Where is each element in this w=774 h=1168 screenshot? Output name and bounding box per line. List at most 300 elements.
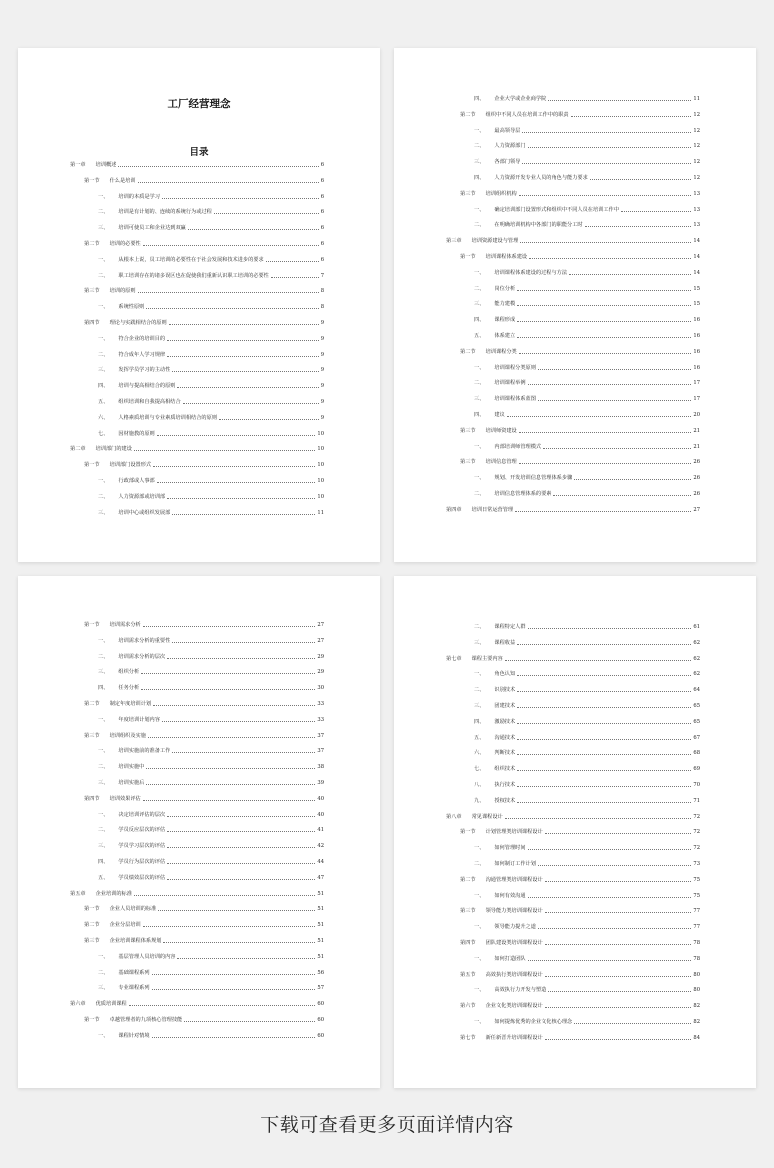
toc-entry-title: 专业课程系列 [118,985,150,992]
dot-leader [157,435,316,436]
toc-entry-page: 61 [693,624,700,630]
dot-leader [134,895,315,896]
toc-entry-number: 第一节 [84,462,100,469]
toc-entry [84,1013,324,1023]
toc-entry-title: 培训课程分类 [485,348,517,355]
toc-entry-page: 65 [693,718,700,725]
toc-entry [446,234,700,244]
toc-entry-title: 培训课程举例 [494,380,526,387]
toc-entry-number: 三、 [98,843,109,850]
dot-leader [517,739,691,740]
toc-entry [98,776,324,786]
toc-entry [98,665,324,675]
toc-entry [474,282,700,292]
dot-leader [519,463,692,464]
dot-leader [507,416,692,417]
toc-entry-number: 四、 [98,859,109,865]
toc-entry-title: 企业大学或企业商学院 [494,96,547,102]
toc-entry [98,839,324,849]
toc-entry-page: 82 [693,1003,700,1010]
toc-entry-number: 第七节 [460,1034,476,1041]
toc-entry-number: 第六章 [70,1001,86,1008]
toc-entry-title: 企业培训课程体系规划 [109,938,162,944]
toc-entry-number: 第六节 [460,1003,476,1010]
toc-entry [474,778,700,788]
toc-entry-title: 高效执行类培训课程设计 [485,971,543,978]
toc-entry-number: 一、 [474,269,485,276]
document-page-3 [18,576,380,1088]
toc-entry [460,1031,700,1041]
toc-entry-title: 识别技术 [494,687,516,694]
toc-entry [474,920,700,930]
toc-entry-number: 五、 [474,333,485,339]
dot-leader [146,784,315,785]
toc-entry-title: 课程收益 [494,639,516,646]
dot-leader [141,689,315,690]
toc-entry [446,810,700,820]
toc-entry-title: 课程针对情境 [118,1032,150,1039]
toc-entry-number: 第四节 [460,940,476,946]
dot-leader [571,116,692,117]
toc-entry [460,455,700,465]
dot-leader [163,942,315,943]
toc-entry-number: 一、 [474,475,485,482]
toc-entry-page: 39 [317,780,324,786]
toc-entry-title: 培训可使员工和企业达到双赢 [118,225,186,232]
toc-entry-number: 三、 [474,703,485,709]
toc-entry-title: 执行技术 [494,782,516,788]
toc-entry [98,823,324,833]
toc-entry-title: 符合成年人学习规律 [118,351,166,358]
toc-entry-number: 三、 [98,669,109,676]
toc-entry-page: 16 [693,317,700,324]
toc-entry-page: 37 [317,748,324,755]
dot-leader [134,450,315,451]
toc-entry-title: 培训日常运营管理 [471,506,514,513]
toc-entry [98,348,324,358]
toc-entry [84,918,324,928]
toc-entry-page: 6 [320,225,324,232]
toc-entry-page: 13 [693,206,700,213]
toc-entry [98,681,324,691]
toc-entry-page: 14 [693,238,700,245]
toc-entry-title: 如何打造团队 [494,955,526,962]
dot-leader [214,213,319,214]
toc-entry [474,155,700,165]
toc-entry-title: 最高领导层 [494,127,521,134]
dot-leader [152,1037,316,1038]
toc-entry-number: 一、 [474,443,485,450]
toc-entry [98,855,324,865]
toc-entry-title: 沟通技术 [494,734,516,741]
toc-entry-title: 组织培训和自我提高相结合 [118,399,181,405]
dot-leader [528,897,692,898]
toc-entry-page: 60 [317,1001,324,1008]
document-page-1 [18,48,380,562]
toc-entry [98,490,324,500]
toc-entry-number: 第三节 [460,190,476,197]
toc-entry-title: 培训课程体系建设 [485,254,528,260]
toc-entry-title: 决定培训评估的层次 [118,811,166,818]
dot-leader [538,400,691,401]
toc-entry-number: 一、 [98,193,109,200]
toc-entry [98,1029,324,1039]
toc-entry-title: 规划、开发培训信息管理体系步骤 [494,475,573,482]
toc-entry [474,440,700,450]
toc-entry-title: 培训组织及实施 [109,732,146,739]
toc-entry-number: 第二节 [460,111,476,118]
toc-entry-page: 75 [693,876,700,883]
toc-entry-page: 12 [693,127,700,134]
toc-entry-page: 51 [317,938,324,944]
toc-entry-page: 9 [320,414,324,421]
toc-entry-title: 符合企业的培训目的 [118,335,166,342]
toc-entry [474,92,700,102]
dot-leader [528,960,692,961]
toc-entry-page: 77 [693,908,700,915]
toc-entry [474,889,700,899]
toc-entry-title: 培训信息管理体系的要素 [494,491,552,497]
toc-entry [474,857,700,867]
toc-entry [84,934,324,944]
dot-leader [528,384,692,385]
dot-leader [505,660,692,661]
toc-entry-number: 第二章 [70,446,86,453]
dot-leader [167,879,315,880]
toc-entry-title: 内部培训师管理模式 [494,443,542,450]
dot-leader [167,831,315,832]
toc-entry-title: 组织分析 [118,669,140,676]
toc-entry-page: 6 [320,162,324,168]
toc-entry-title: 计划管理类培训课程设计 [485,829,543,836]
dot-leader [517,691,691,692]
toc-entry-title: 在明确培训机构中各部门的职能分工时 [494,222,583,229]
toc-entry-title: 体系建立 [494,333,516,339]
toc-entry [474,715,700,725]
toc-entry-page: 80 [693,971,700,978]
toc-entry-title: 确定培训部门设置形式和组织中不同人员在培训工作中 [494,206,619,213]
document-title: 工厂经营理念 [167,98,231,110]
toc-entry-page: 57 [317,985,324,992]
toc-entry [70,442,324,452]
toc-entry [98,395,324,405]
toc-entry-page: 26 [693,491,700,497]
dot-leader [169,324,319,325]
toc-entry-page: 16 [693,348,700,355]
toc-entry [460,999,700,1009]
toc-entry-page: 12 [693,175,700,181]
toc-entry-title: 培训实施前的准备工作 [118,748,171,755]
toc-entry-title: 如何管理时间 [494,845,526,852]
toc-entry-number: 一、 [474,892,485,899]
toc-entry-title: 年度培训计划内容 [118,716,160,723]
document-page-4 [394,576,756,1088]
toc-entry [474,203,700,213]
toc-entry [84,458,324,468]
toc-entry [474,297,700,307]
dot-leader [148,737,315,738]
toc-entry [474,794,700,804]
toc-entry [460,904,700,914]
toc-entry-page: 8 [320,288,324,295]
toc-entry-title: 学员行为层次的评估 [118,859,166,865]
toc-entry-number: 第二节 [84,922,100,929]
toc-entry-title: 什么是培训 [109,177,136,184]
toc-entry-title: 系统性原则 [118,304,145,311]
toc-entry-page: 30 [317,685,324,692]
toc-entry-page: 72 [693,813,700,820]
dot-leader [621,211,691,212]
toc-entry-page: 38 [317,764,324,771]
toc-entry-page: 16 [693,333,700,339]
dot-leader [548,991,691,992]
dot-leader [545,944,692,945]
toc-entry-number: 第三节 [460,908,476,915]
toc-entry-title: 领导能力类培训课程设计 [485,908,543,915]
toc-entry-number: 第一节 [84,906,100,913]
dot-leader [162,721,315,722]
toc-entry-page: 27 [317,622,324,628]
toc-entry-number: 三、 [98,367,109,374]
toc-entry-page: 29 [317,669,324,676]
toc-entry-page: 40 [317,811,324,818]
toc-entry-title: 培训需求分析 [109,622,141,628]
toc-entry [474,731,700,741]
toc-entry-title: 基础课程系列 [118,969,150,976]
toc-entry-title: 人力资源部门 [494,143,526,150]
toc-entry-number: 一、 [98,953,109,960]
toc-entry-page: 9 [320,351,324,358]
toc-entry [98,950,324,960]
toc-entry-page: 51 [317,890,324,897]
toc-entry [474,841,700,851]
dot-leader [517,337,691,338]
toc-entry-number: 六、 [474,750,485,757]
dot-leader [118,166,318,167]
toc-entry-title: 职工培训存在的诸多误区也在促使我们重新认识职工培训的必要性 [118,272,269,279]
dot-leader [172,371,318,372]
toc-entry-number: 三、 [474,301,485,308]
toc-entry-page: 75 [693,892,700,899]
toc-entry [474,471,700,481]
dot-leader [538,369,691,370]
toc-entry-title: 高效执行力开发与塑造 [494,987,547,994]
toc-entry-number: 第一章 [70,162,86,168]
toc-entry-title: 培训需求分析的层次 [118,653,166,660]
toc-entry-title: 激励技术 [494,718,516,725]
dot-leader [138,182,319,183]
toc-entry-page: 33 [317,701,324,707]
toc-entry-page: 9 [320,399,324,405]
toc-entry-title: 人力资源开发专业人员的角色与能力要求 [494,175,588,181]
toc-entry [474,746,700,756]
toc-entry-title: 人力资源部或培训部 [118,493,166,500]
dot-leader [543,448,691,449]
toc-entry-number: 九、 [474,797,485,804]
toc-entry-title: 课程主要内容 [471,655,503,662]
toc-entry-page: 27 [317,637,324,644]
toc-entry-number: 四、 [474,317,485,324]
toc-entry-number: 七、 [98,430,109,437]
toc-entry [84,316,324,326]
toc-entry-page: 21 [693,427,700,434]
toc-entry [460,873,700,883]
dot-leader [517,321,691,322]
dot-leader [545,881,692,882]
toc-entry-title: 培训部门的建设 [95,446,132,453]
toc-entry-page: 10 [317,430,324,437]
toc-entry-number: 一、 [98,256,109,263]
toc-entry [98,760,324,770]
toc-entry-page: 60 [317,1032,324,1039]
toc-entry-page: 8 [320,304,324,311]
toc-entry-page: 16 [693,364,700,371]
toc-entry-title: 团队建设类培训课程设计 [485,940,543,946]
toc-entry-title: 培训是有计划的、连续的系统行为或过程 [118,209,212,216]
dot-leader [158,910,315,911]
dot-leader [517,290,691,291]
toc-entry-page: 62 [693,655,700,662]
toc-entry-title: 培训资源建设与管理 [471,238,519,245]
dot-leader [219,419,319,420]
dot-leader [167,658,315,659]
dot-leader [520,242,691,243]
toc-entry-number: 一、 [474,924,485,931]
toc-entry-number: 四、 [474,175,485,181]
dot-leader [545,912,692,913]
toc-entry-title: 任务分析 [118,685,140,692]
toc-entry-page: 51 [317,906,324,913]
toc-entry [98,506,324,516]
toc-entry [474,139,700,149]
dot-leader [505,818,692,819]
toc-entry-page: 84 [693,1034,700,1041]
toc-entry-number: 一、 [98,748,109,755]
toc-entry-number: 二、 [98,969,109,976]
toc-entry-page: 71 [693,797,700,804]
dot-leader [153,705,315,706]
download-hint: 下载可查看更多页面详情内容 [260,1114,514,1136]
toc-entry-title: 能力建模 [494,301,516,308]
toc-entry-page: 6 [320,177,324,184]
toc-entry-page: 62 [693,639,700,646]
toc-entry-page: 47 [317,874,324,881]
toc-entry-number: 第二节 [460,876,476,883]
toc-entry-number: 一、 [474,987,485,994]
dot-leader [528,849,692,850]
dot-leader [545,833,692,834]
toc-entry [98,379,324,389]
toc-entry-page: 13 [693,190,700,197]
toc-entry-page: 42 [317,843,324,850]
toc-entry-number: 八、 [474,782,485,788]
dot-leader [585,226,692,227]
toc-entry-page: 21 [693,443,700,450]
toc-entry-number: 四、 [98,383,109,390]
toc-entry-number: 七、 [474,766,485,773]
toc-entry-page: 10 [317,446,324,453]
toc-entry-page: 68 [693,750,700,757]
toc-entry [474,636,700,646]
toc-entry-page: 51 [317,922,324,929]
toc-entry [98,634,324,644]
toc-entry [474,762,700,772]
toc-entry [474,266,700,276]
toc-entry-title: 授权技术 [494,797,516,804]
toc-entry-number: 一、 [474,845,485,852]
dot-leader [183,403,319,404]
toc-entry-page: 60 [317,1017,324,1023]
toc-entry-title: 培训的原则 [109,288,136,295]
toc-entry [460,187,700,197]
dot-leader [517,707,691,708]
dot-leader [143,245,319,246]
toc-entry-page: 9 [320,367,324,374]
toc-entry [84,618,324,628]
toc-entry-number: 一、 [474,206,485,213]
dot-leader [538,928,691,929]
dot-leader [515,511,691,512]
toc-entry-page: 11 [317,509,324,516]
toc-entry-number: 二、 [474,491,485,497]
toc-entry-number: 第三节 [84,288,100,295]
toc-entry-number: 五、 [98,874,109,881]
toc-entry [98,300,324,310]
toc-entry-number: 一、 [98,478,109,484]
toc-entry-page: 78 [693,955,700,962]
toc-entry-page: 9 [320,383,324,390]
dot-leader [517,675,691,676]
toc-entry [70,997,324,1007]
toc-entry-title: 沟通管理类培训课程设计 [485,876,543,883]
toc-entry-page: 15 [693,285,700,292]
toc-entry-title: 培训课程体系蓝图 [494,396,536,403]
toc-entry-title: 培训师资建设 [485,427,517,434]
toc-entry-number: 一、 [98,811,109,818]
toc-entry [84,902,324,912]
toc-entry-title: 建议 [494,412,505,418]
toc-entry-number: 一、 [474,364,485,371]
toc-entry-page: 33 [317,716,324,723]
toc-entry [98,966,324,976]
toc-entry [84,697,324,707]
toc-entry-number: 第四节 [84,320,100,326]
dot-leader [545,1007,692,1008]
dot-leader [517,802,691,803]
toc-entry [98,744,324,754]
toc-entry-title: 培训需求分析的重要性 [118,637,171,644]
toc-entry [474,1015,700,1025]
toc-entry-number: 三、 [98,780,109,786]
toc-entry-page: 12 [693,111,700,118]
toc-entry-number: 五、 [474,734,485,741]
dot-leader [172,642,315,643]
toc-entry-number: 一、 [98,716,109,723]
toc-entry [84,174,324,184]
dot-leader [177,958,315,959]
toc-entry-number: 第七章 [446,655,462,662]
dot-leader [522,163,691,164]
toc-entry [474,218,700,228]
toc-entry-number: 六、 [98,414,109,421]
toc-entry [84,237,324,247]
toc-entry [474,361,700,371]
toc-entry [98,650,324,660]
dot-leader [569,274,691,275]
toc-entry-title: 如何提炼优秀的企业文化核心理念 [494,1019,573,1025]
toc-entry-title: 培训课程分类原则 [494,364,536,371]
toc-entry-title: 新任新晋升培训课程设计 [485,1034,543,1041]
